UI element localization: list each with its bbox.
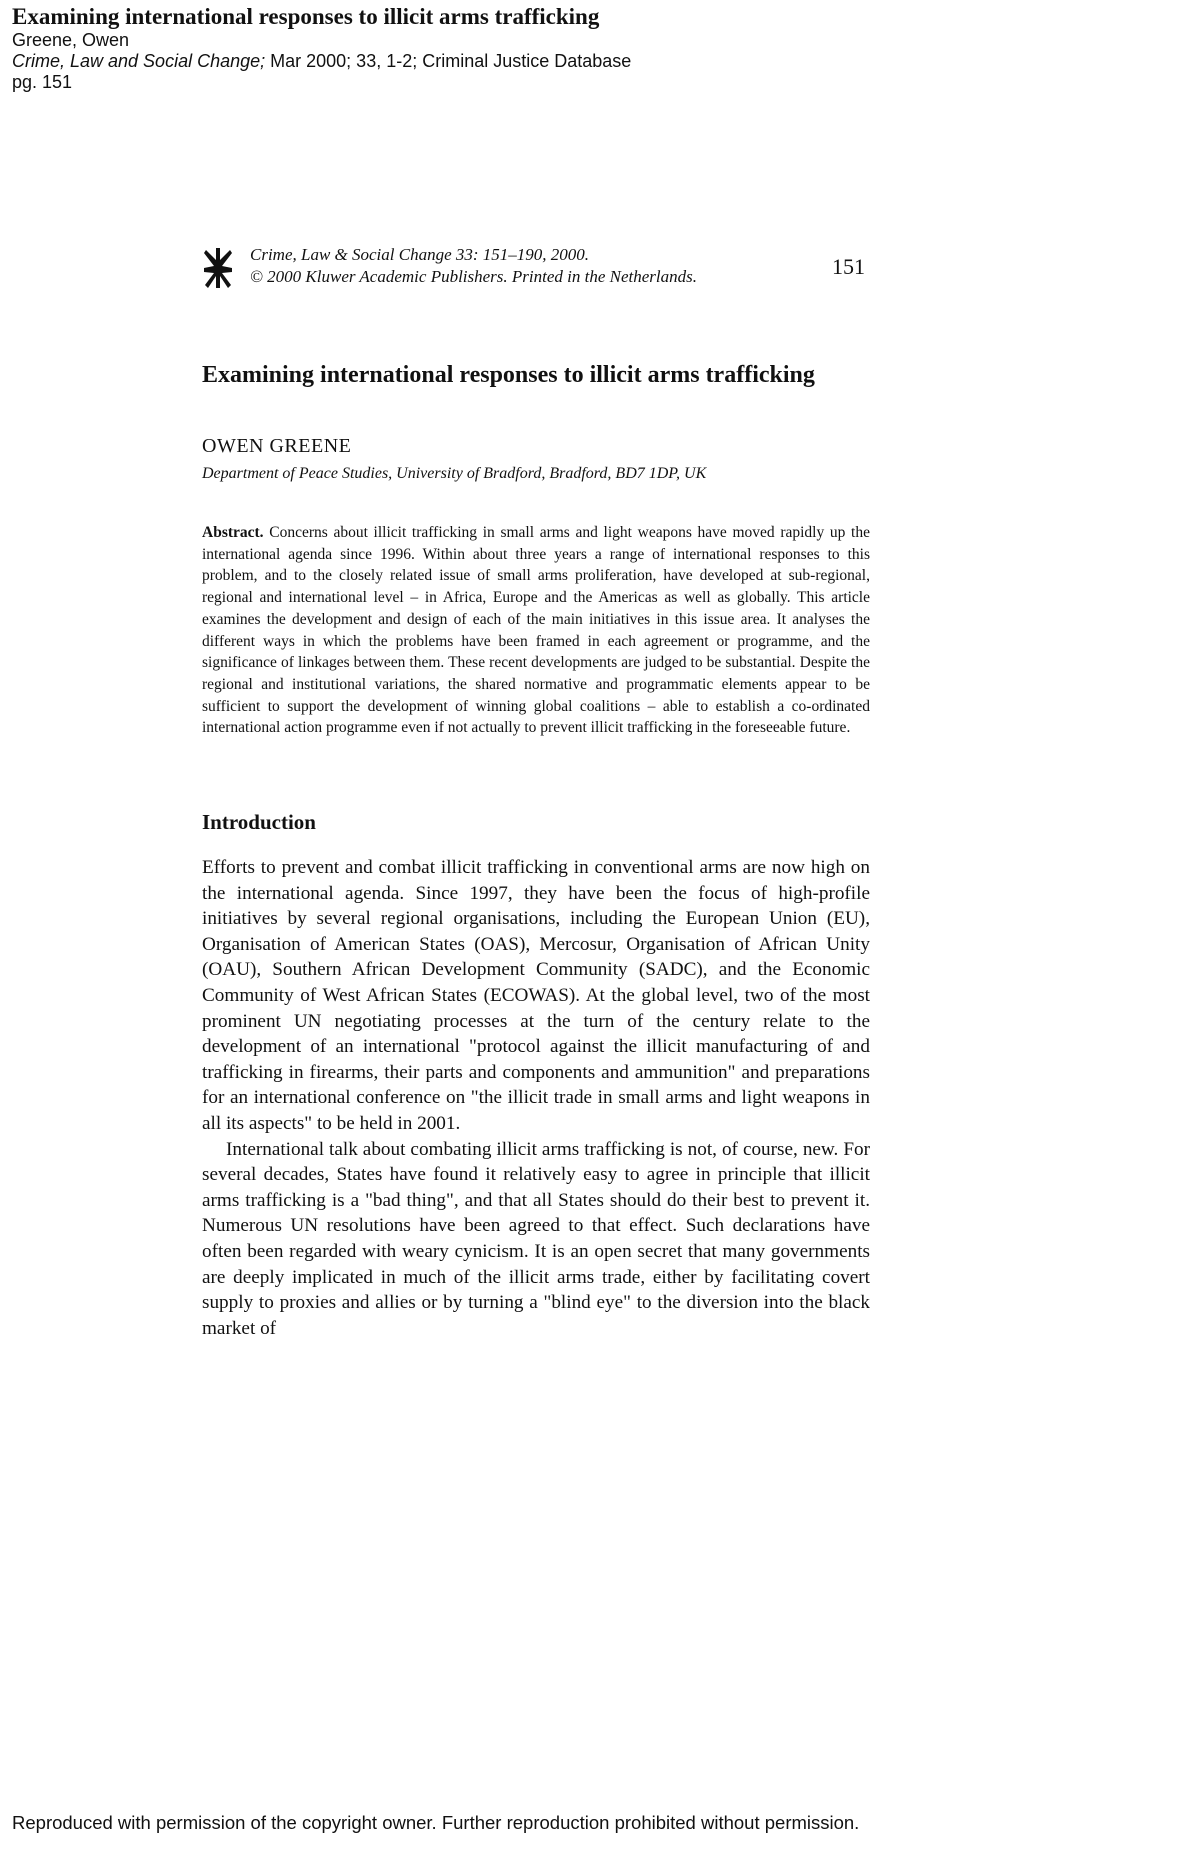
article-title: Examining international responses to illicit arms trafficking	[202, 362, 815, 388]
kluwer-logo-icon	[203, 246, 233, 290]
journal-citation-lines	[250, 244, 697, 288]
page-number: 151	[832, 254, 865, 279]
introduction-paragraph-1: Efforts to prevent and combat illicit trafficking in conventional arms are now high on the international agenda. Since 1997, they have been the focus of high-profile initiatives by several regional organisations, including the European Union (EU), Organisation of American States (OAS), Mercosur, Organisation of African Unity (OAU), Southern African Development Community (SADC), and the Economic Community of West African States (ECOWAS). At the global level, two of the most prominent UN negotiating processes at the turn of the century relate to the development of an international "protocol against the illicit manufacturing of and trafficking in firearms, their parts and components and ammunition" and preparations for an international conference on "the illicit trade in small arms and light weapons in all its aspects" to be held in 2001.	[202, 857, 870, 1134]
database-journal-name: Crime, Law and Social Change;	[12, 51, 266, 71]
journal-citation-line-2: © 2000 Kluwer Academic Publishers. Printed in the Netherlands.	[250, 267, 698, 286]
database-article-title: Examining international responses to illicit arms trafficking	[12, 4, 600, 29]
section-heading-introduction: Introduction	[202, 810, 316, 835]
author-affiliation: Department of Peace Studies, University of Bradford, Bradford, BD7 1DP, UK	[202, 465, 707, 482]
abstract-text: Concerns about illicit trafficking in small arms and light weapons have moved rapidly up the international agenda since 1996. Within about three years a range of international responses to this problem, and to the closely related issue of small arms proliferation, have developed at sub-regional, regional and international level – in Africa, Europe and the Americas as well as globally. This article examines the development and design of each of the main initiatives in this issue area. It analyses the different ways in which the problems have been framed in each agreement or programme, and the significance of linkages between them. These recent developments are judged to be substantial. Despite the regional and institutional variations, the shared normative and programmatic elements appear to be sufficient to support the development of winning global coalitions – able to establish a co-ordinated international action programme even if not actually to prevent illicit trafficking in the foreseeable future.	[202, 524, 870, 737]
database-page: pg. 151	[12, 72, 73, 92]
journal-citation-line-1: Crime, Law & Social Change 33: 151–190, 2000.	[250, 245, 590, 264]
database-author: Greene, Owen	[12, 30, 130, 50]
journal-header	[203, 244, 873, 294]
article-author: OWEN GREENE	[202, 435, 352, 457]
abstract	[202, 522, 870, 739]
database-citation	[12, 51, 912, 72]
abstract-label: Abstract.	[202, 524, 264, 541]
database-header	[12, 4, 912, 93]
article-body	[202, 360, 870, 1341]
introduction-paragraph-2: International talk about combating illicit arms trafficking is not, of course, new. For several decades, States have found it relatively easy to agree in principle that illicit arms trafficking is a "bad thing", and that all States should do their best to prevent it. Numerous UN resolutions have been agreed to that effect. Such declarations have often been regarded with weary cynicism. It is an open secret that many governments are deeply implicated in much of the illicit arms trade, either by facilitating covert supply to proxies and allies or by turning a "blind eye" to the diversion into the black market of	[202, 1138, 870, 1339]
database-issue-info: Mar 2000; 33, 1-2; Criminal Justice Database	[265, 51, 632, 71]
copyright-footer: Reproduced with permission of the copyright owner. Further reproduction prohibited without permission.	[12, 1812, 860, 1833]
